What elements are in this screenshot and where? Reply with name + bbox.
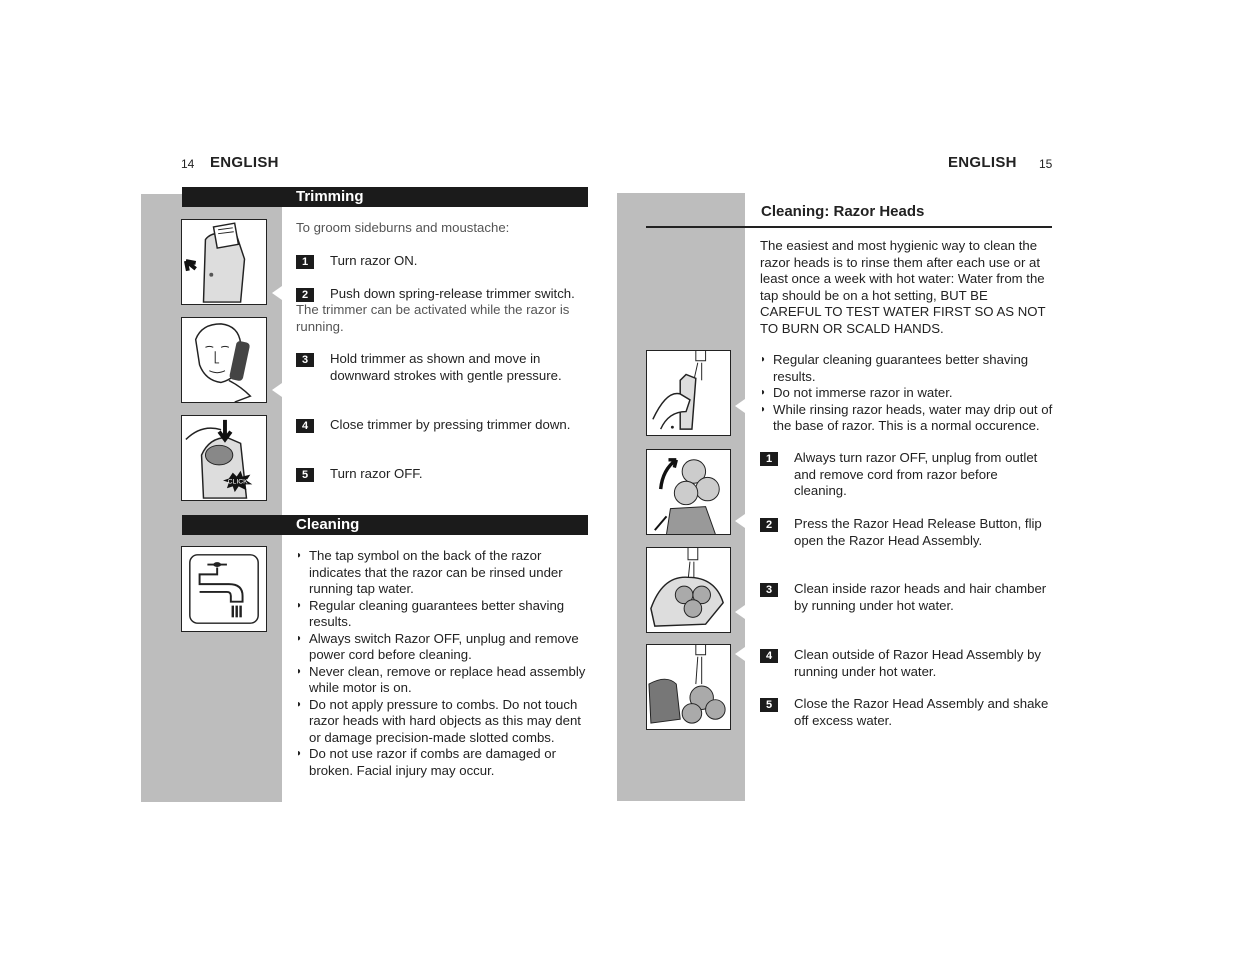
illustration-pointer [735,514,745,528]
list-item: ◗ The tap symbol on the back of the razor indicates that the razor can be rinsed under running tap water. [296,548,590,598]
step-text: Clean outside of Razor Head Assembly by running under hot water. [794,647,1042,679]
step-text: Turn razor OFF. [330,466,423,481]
cleaning-header-bar [182,515,588,535]
cleaning-title: Cleaning [296,516,360,533]
step-number: 4 [296,419,314,433]
razor-heads-step-5 [760,696,1052,729]
trimmer-switch-illustration [181,219,267,305]
right-intro: The easiest and most hygienic way to clean the razor heads is to rinse them after each use or at least once a week with hot water: Water from the tap should be on a hot setting, BUT BE CAREFUL TO TEST WATER FIRST SO AS NOT TO BURN OR SCALD HANDS. [760,238,1046,336]
click-label: CLICK [227,478,248,486]
cleaning-bullets [296,548,590,779]
right-page-language: ENGLISH [948,154,1017,171]
step-text: Close the Razor Head Assembly and shake off excess water. [794,696,1049,728]
trimming-title: Trimming [296,188,364,205]
razor-heads-step-4 [760,647,1052,680]
trimming-step-1 [296,253,586,270]
razor-heads-step-2 [760,516,1052,549]
step-number: 3 [760,583,778,597]
step-text: Turn razor ON. [330,253,418,268]
step-text: Always turn razor OFF, unplug from outlet and remove cord from razor before cleaning. [794,450,1038,498]
rinse-inside-illustration [646,547,731,633]
trimming-step-5 [296,466,586,483]
list-item: ◗ Do not use razor if combs are damaged or broken. Facial injury may occur. [296,746,590,779]
step-number: 1 [296,255,314,269]
trimming-intro: To groom sideburns and moustache: [296,220,510,235]
step-number: 1 [760,452,778,466]
step-text: Hold trimmer as shown and move in downward strokes with gentle pressure. [330,351,562,383]
tap-symbol-illustration [181,546,267,632]
right-page-number: 15 [1039,157,1053,171]
step-text: Clean inside razor heads and hair chamber by running under hot water. [794,581,1047,613]
close-trimmer-illustration [181,415,267,501]
flip-open-head-illustration [646,449,731,535]
rinse-outside-illustration [646,644,731,730]
list-item: ◗ While rinsing razor heads, water may drip out of the base of razor. This is a normal occurence. [760,402,1054,435]
trimming-step-3 [296,351,586,384]
trimming-header-bar [182,187,588,207]
list-item: ◗ Never clean, remove or replace head assembly while motor is on. [296,664,590,697]
razor-heads-step-1 [760,450,1052,500]
illustration-pointer [735,605,745,619]
step-number: 3 [296,353,314,367]
trimming-face-illustration [181,317,267,403]
trimming-step-4 [296,417,588,434]
right-page-title: Cleaning: Razor Heads [761,203,925,220]
illustration-pointer [272,383,282,397]
step-text: Close trimmer by pressing trimmer down. [330,417,571,432]
left-page-number: 14 [181,157,195,171]
step-text: Push down spring-release trimmer switch. [330,286,575,301]
list-item: ◗ Do not apply pressure to combs. Do not touch razor heads with hard objects as this may dent or damage precision-made slotted combs. [296,697,590,747]
step-number: 2 [760,518,778,532]
rinse-razor-illustration [646,350,731,436]
trimming-step-2-note: The trimmer can be activated while the razor is running. [296,302,570,334]
illustration-pointer [735,399,745,413]
left-page-language: ENGLISH [210,154,279,171]
right-bullets [760,352,1054,435]
step-number: 5 [296,468,314,482]
step-number: 2 [296,288,314,302]
list-item: ◗ Always switch Razor OFF, unplug and remove power cord before cleaning. [296,631,590,664]
illustration-pointer [272,286,282,300]
list-item: ◗ Regular cleaning guarantees better shaving results. [296,598,590,631]
illustration-pointer [735,647,745,661]
list-item: ◗ Do not immerse razor in water. [760,385,1054,402]
step-number: 4 [760,649,778,663]
razor-heads-step-3 [760,581,1052,614]
step-text: Press the Razor Head Release Button, flip open the Razor Head Assembly. [794,516,1042,548]
trimming-step-2 [296,286,588,303]
list-item: ◗ Regular cleaning guarantees better shaving results. [760,352,1054,385]
step-number: 5 [760,698,778,712]
